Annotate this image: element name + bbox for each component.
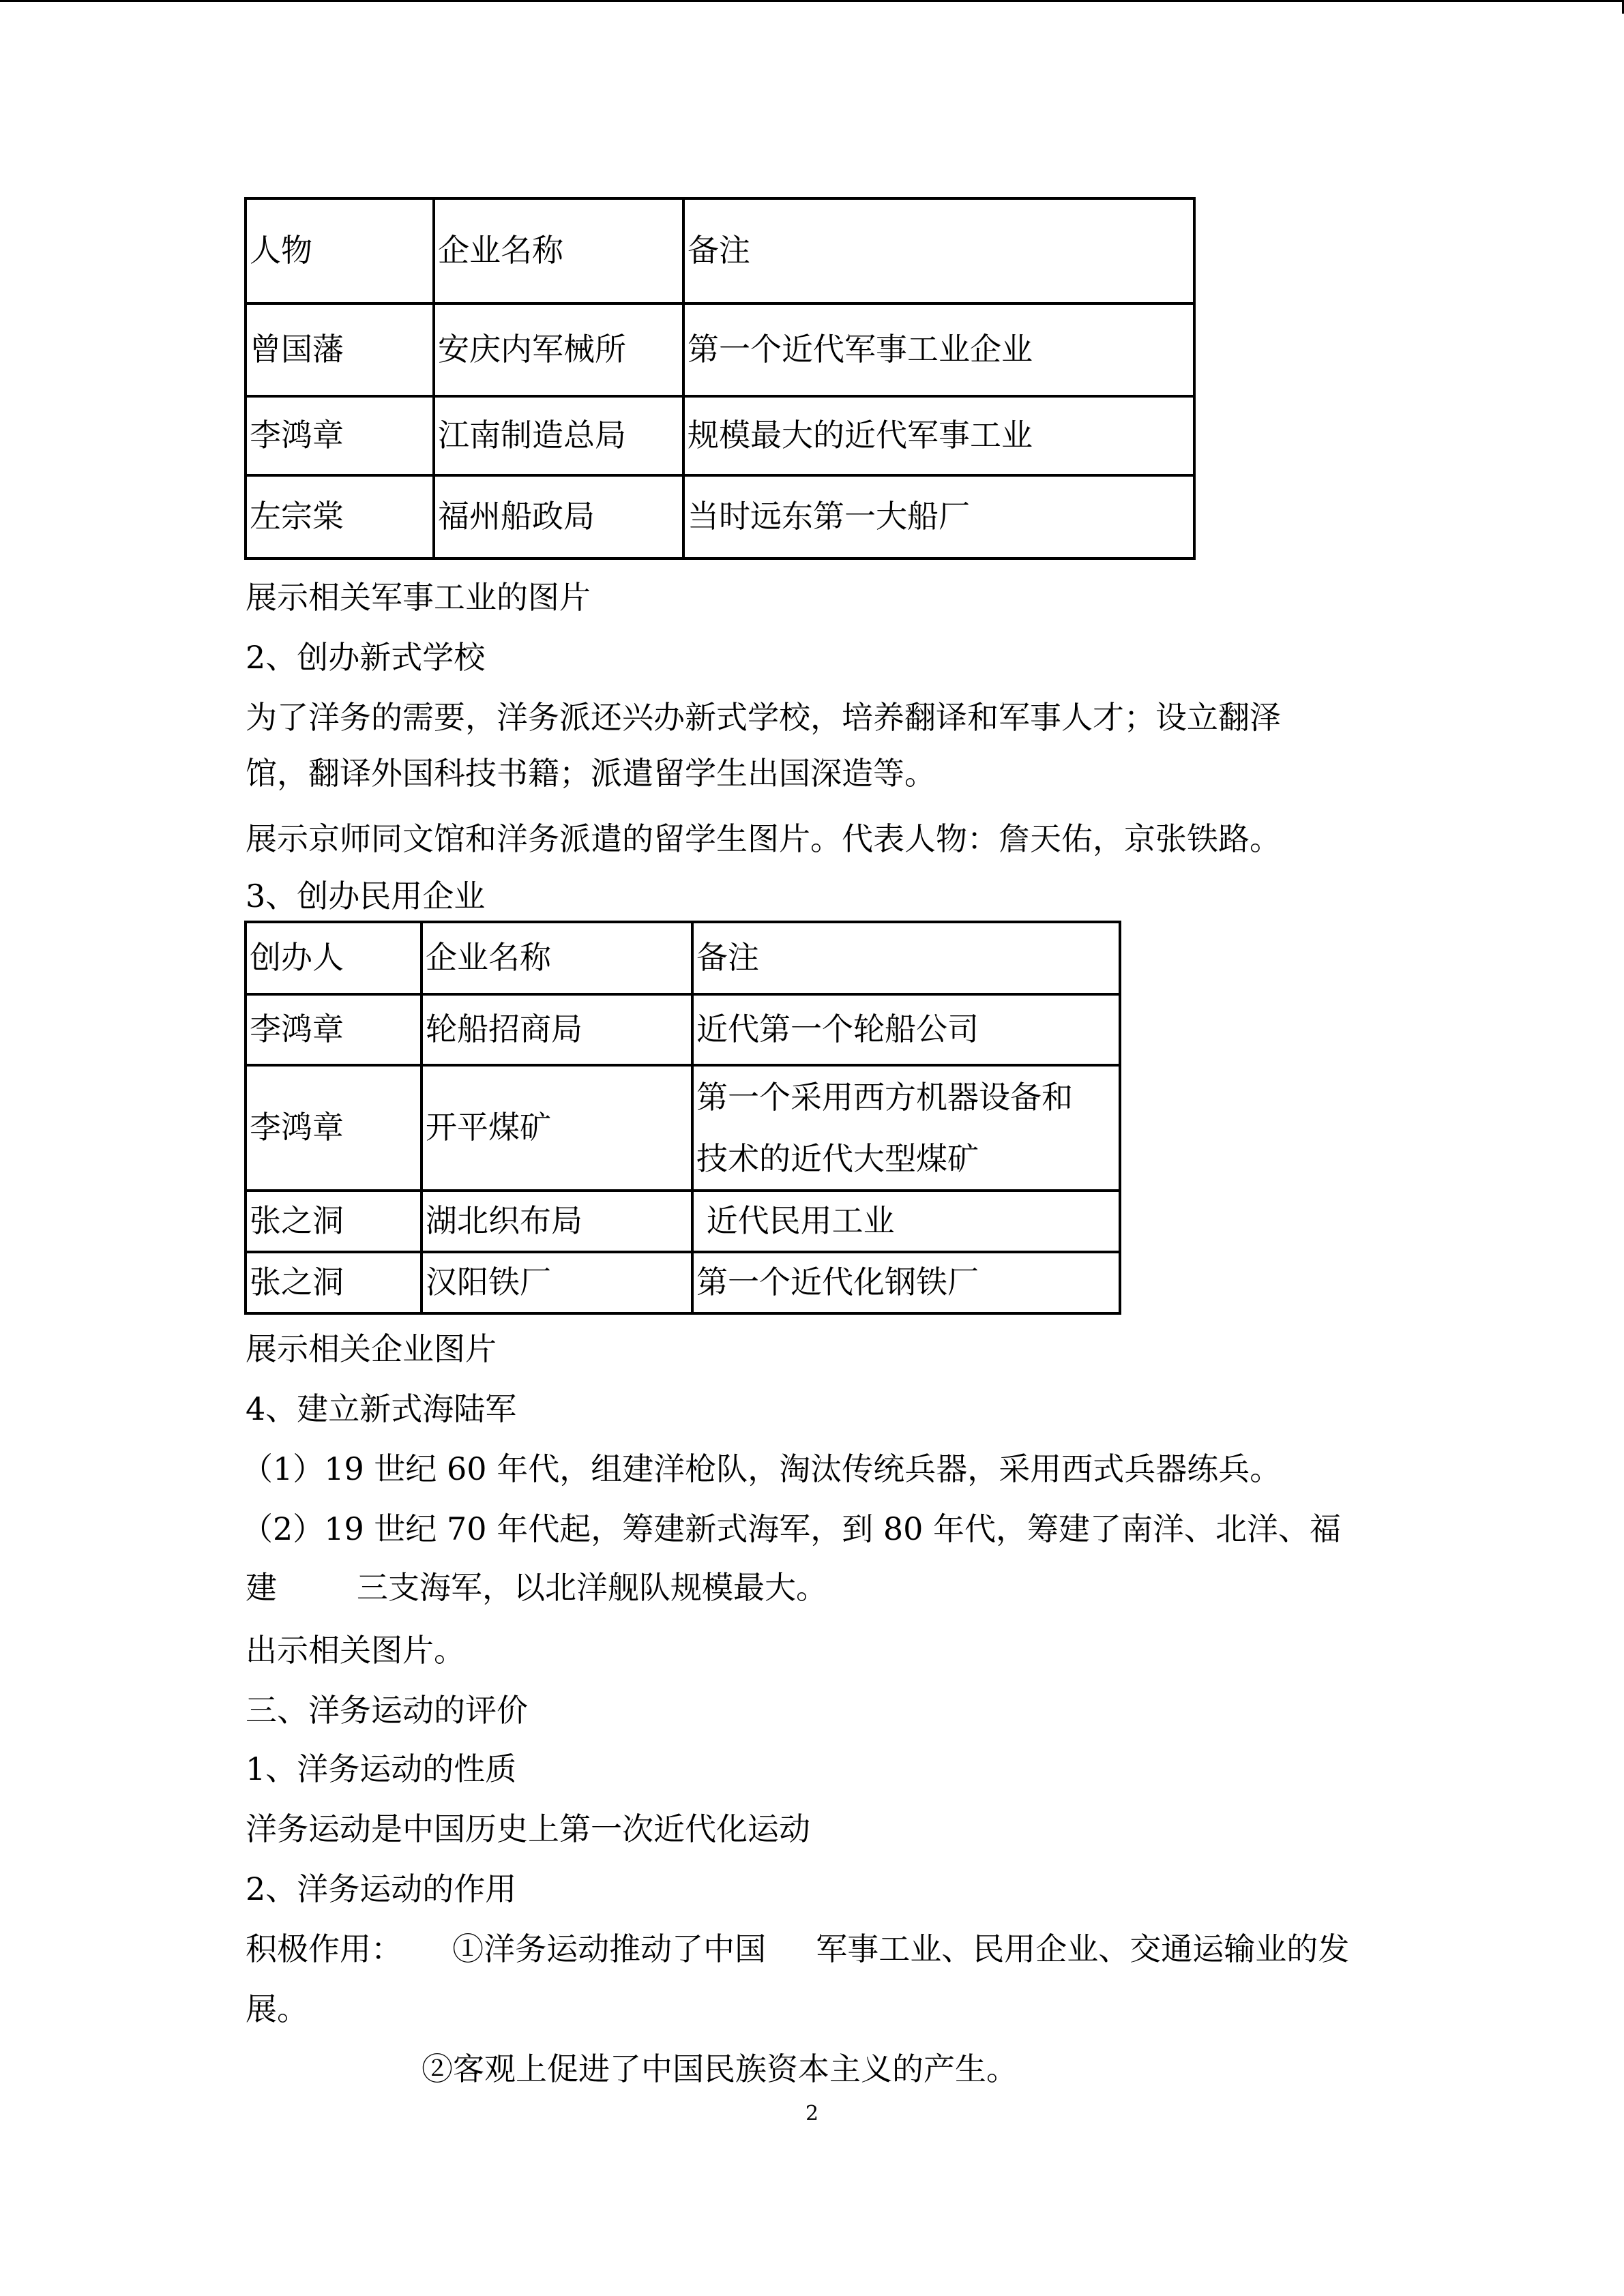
table-row (246, 994, 1120, 1065)
paragraph-line: 展示京师同文馆和洋务派遣的留学生图片。代表人物：詹天佑，京张铁路。 (246, 820, 1281, 857)
table-cell: 张之洞 (246, 1252, 422, 1313)
table-header-cell: 创办人 (246, 922, 422, 994)
table-cell: 第一个采用西方机器设备和 技术的近代大型煤矿 (692, 1065, 1120, 1191)
table-header-cell: 人物 (246, 198, 434, 303)
table-header-cell: 备注 (683, 198, 1194, 303)
table-cell: 张之洞 (246, 1191, 422, 1252)
table-row (246, 1252, 1120, 1313)
paragraph-line: 积极作用： ①洋务运动推动了中国 军事工业、民用企业、交通运输业的发 (246, 1930, 1350, 1967)
table-cell: 曾国藩 (246, 303, 434, 396)
paragraph-line: 出示相关图片。 (246, 1632, 465, 1669)
table-header-cell: 备注 (692, 922, 1120, 994)
table-cell: 安庆内军械所 (434, 303, 683, 396)
paragraph-line: （1）19 世纪 60 年代，组建洋枪队，淘汰传统兵器，采用西式兵器练兵。 (241, 1450, 1282, 1487)
table-cell: 江南制造总局 (434, 396, 683, 475)
table-row (246, 396, 1194, 475)
table-cell: 李鸿章 (246, 1065, 422, 1191)
table-cell: 规模最大的近代军事工业 (683, 396, 1194, 475)
table-row (246, 475, 1194, 558)
paragraph-line: （2）19 世纪 70 年代起，筹建新式海军，到 80 年代，筹建了南洋、北洋、福 (241, 1510, 1341, 1547)
table-cell: 近代第一个轮船公司 (692, 994, 1120, 1065)
section-heading-army-navy: 4、建立新式海陆军 (246, 1390, 517, 1427)
section-heading-nature: 1、洋务运动的性质 (246, 1750, 517, 1787)
table-cell: 近代民用工业 (692, 1191, 1120, 1252)
paragraph-line: 馆，翻译外国科技书籍；派遣留学生出国深造等。 (246, 755, 936, 792)
paragraph-line: ②客观上促进了中国民族资本主义的产生。 (422, 2051, 1018, 2087)
paragraph-line: 洋务运动是中国历史上第一次近代化运动 (246, 1810, 810, 1847)
table-cell: 第一个近代化钢铁厂 (692, 1252, 1120, 1313)
paragraph-line: 为了洋务的需要，洋务派还兴办新式学校，培养翻译和军事人才；设立翻泽 (246, 699, 1281, 736)
table-row (246, 1065, 1120, 1191)
show-military-images-text: 展示相关军事工业的图片 (246, 579, 591, 616)
table-header-row (246, 922, 1120, 994)
table-cell: 当时远东第一大船厂 (683, 475, 1194, 558)
table-cell: 汉阳铁厂 (422, 1252, 692, 1313)
show-enterprise-images-text: 展示相关企业图片 (246, 1330, 497, 1367)
table-row (246, 1191, 1120, 1252)
table-cell: 福州船政局 (434, 475, 683, 558)
table-cell: 开平煤矿 (422, 1065, 692, 1191)
page-top-border (0, 0, 1624, 2)
paragraph-line: 建 三支海军，以北洋舰队规模最大。 (246, 1569, 827, 1606)
table-header-cell: 企业名称 (422, 922, 692, 994)
paragraph-line: 展。 (246, 1991, 308, 2027)
table-cell: 湖北织布局 (422, 1191, 692, 1252)
civil-enterprise-table (244, 921, 1121, 1315)
table-row (246, 303, 1194, 396)
table-header-cell: 企业名称 (434, 198, 683, 303)
section-heading-role: 2、洋务运动的作用 (246, 1870, 517, 1907)
military-industry-table (244, 197, 1196, 560)
table-cell: 左宗棠 (246, 475, 434, 558)
table-cell: 第一个近代军事工业企业 (683, 303, 1194, 396)
table-cell: 轮船招商局 (422, 994, 692, 1065)
section-heading-civil-enterprises: 3、创办民用企业 (246, 878, 486, 914)
section-heading-new-schools: 2、创办新式学校 (246, 639, 486, 676)
table-cell: 李鸿章 (246, 396, 434, 475)
page-number: 2 (805, 2102, 819, 2126)
table-header-row (246, 198, 1194, 303)
table-cell: 李鸿章 (246, 994, 422, 1065)
section-heading-evaluation: 三、洋务运动的评价 (246, 1692, 528, 1729)
